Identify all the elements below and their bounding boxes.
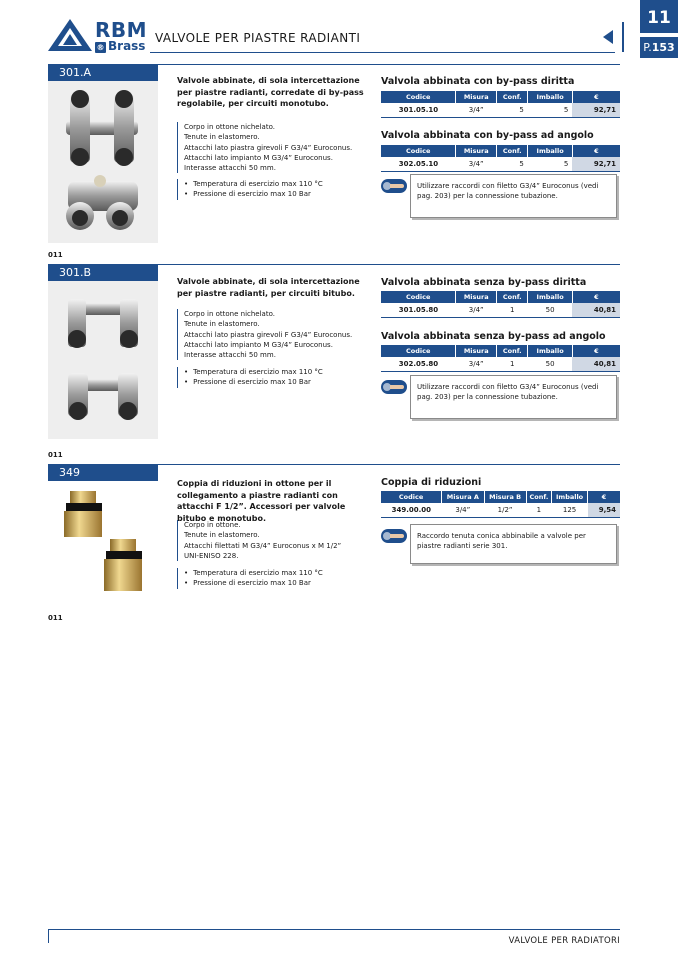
- section-description: Corpo in ottone nichelato. Tenute in elastomero. Attacchi lato piastra girevoli F G3/4” Euroconus. Attacchi lato impianto M G3/4” Euroconus. Interasse attacchi 50 mm.: [177, 122, 372, 173]
- note-box: Raccordo tenuta conica abbinabile a valvole per piastre radianti serie 301.: [410, 524, 617, 564]
- product-photo: [48, 81, 158, 243]
- table-row: 301.05.10 3/4” 5 5 92,71: [381, 103, 620, 117]
- brand-sub: ® Brass: [96, 39, 146, 53]
- section-specs: • Temperatura di esercizio max 110 °C • Pressione di esercizio max 10 Bar: [177, 568, 372, 589]
- section-tag: 349: [48, 464, 158, 481]
- note-box: Utilizzare raccordi con filetto G3/4” Euroconus (vedi pag. 203) per la connessione tubazione.: [410, 174, 617, 218]
- price-table: Codice Misura Conf. Imballo € 302.05.80 3/4” 1 50 40,81: [381, 345, 620, 372]
- section-description: Corpo in ottone nichelato. Tenute in elastomero. Attacchi lato piastra girevoli F G3/4” Euroconus. Attacchi lato impianto M G3/4” Euroconus. Interasse attacchi 50 mm.: [177, 309, 372, 360]
- hand-pointer-icon: [381, 179, 407, 193]
- product-title: Valvola abbinata senza by-pass ad angolo: [381, 331, 606, 342]
- product-title: Valvola abbinata senza by-pass diritta: [381, 277, 587, 288]
- price-table: Codice Misura Conf. Imballo € 301.05.80 3/4” 1 50 40,81: [381, 291, 620, 318]
- rbm-logo-icon: [48, 19, 92, 51]
- hand-pointer-icon: [381, 529, 407, 543]
- product-title: Valvola abbinata con by-pass ad angolo: [381, 130, 594, 141]
- table-row: 302.05.80 3/4” 1 50 40,81: [381, 357, 620, 371]
- product-title: Coppia di riduzioni: [381, 477, 482, 488]
- price-table: Codice Misura Conf. Imballo € 302.05.10 3/4” 5 5 92,71: [381, 145, 620, 172]
- footer-title: VALVOLE PER RADIATORI: [508, 936, 620, 946]
- table-row: 302.05.10 3/4” 5 5 92,71: [381, 157, 620, 171]
- header-divider: [622, 22, 624, 52]
- footer-rule: [48, 929, 620, 930]
- product-photo: [48, 281, 158, 439]
- footer-divider: [48, 929, 49, 943]
- back-arrow-icon[interactable]: [603, 30, 613, 44]
- section-code: 011: [48, 614, 63, 622]
- page-title: VALVOLE PER PIASTRE RADIANTI: [155, 31, 361, 45]
- section-title: Valvole abbinate, di sola intercettazione per piastre radianti, corredate di by-pass regolabile, per circuiti monotubo.: [177, 76, 364, 108]
- section-specs: • Temperatura di esercizio max 110 °C • Pressione di esercizio max 10 Bar: [177, 367, 372, 388]
- product-photo: [48, 481, 158, 603]
- product-title: Valvola abbinata con by-pass diritta: [381, 76, 575, 87]
- header-rule: [150, 52, 615, 53]
- page-number: P.153: [640, 37, 678, 58]
- hand-pointer-icon: [381, 380, 407, 394]
- section-specs: • Temperatura di esercizio max 110 °C • Pressione di esercizio max 10 Bar: [177, 179, 372, 200]
- price-table: Codice Misura Conf. Imballo € 301.05.10 3/4” 5 5 92,71: [381, 91, 620, 118]
- brand-name: RBM: [95, 18, 148, 42]
- table-row: 349.00.00 3/4” 1/2” 1 125 9,54: [381, 503, 620, 517]
- section-title: Valvole abbinate, di sola intercettazione per piastre radianti, per circuiti bitubo.: [177, 277, 360, 298]
- section-code: 011: [48, 451, 63, 459]
- section-description: Corpo in ottone. Tenute in elastomero. Attacchi filettati M G3/4” Euroconus x M 1/2” UNI-ENISO 228.: [177, 520, 372, 561]
- section-tag: 301.A: [48, 64, 158, 81]
- price-table: Codice Misura A Misura B Conf. Imballo € 349.00.00 3/4” 1/2” 1 125 9,54: [381, 491, 620, 518]
- section-code: 011: [48, 251, 63, 259]
- section-tag: 301.B: [48, 264, 158, 281]
- section-title: Coppia di riduzioni in ottone per il collegamento a piastre radianti con attacchi F 1/2”. Accessori per valvole bitubo e monotubo.: [177, 479, 346, 523]
- note-box: Utilizzare raccordi con filetto G3/4” Euroconus (vedi pag. 203) per la connessione tubazione.: [410, 375, 617, 419]
- table-row: 301.05.80 3/4” 1 50 40,81: [381, 303, 620, 317]
- brand-mark: ®: [96, 43, 105, 52]
- chapter-badge: 11: [640, 0, 678, 33]
